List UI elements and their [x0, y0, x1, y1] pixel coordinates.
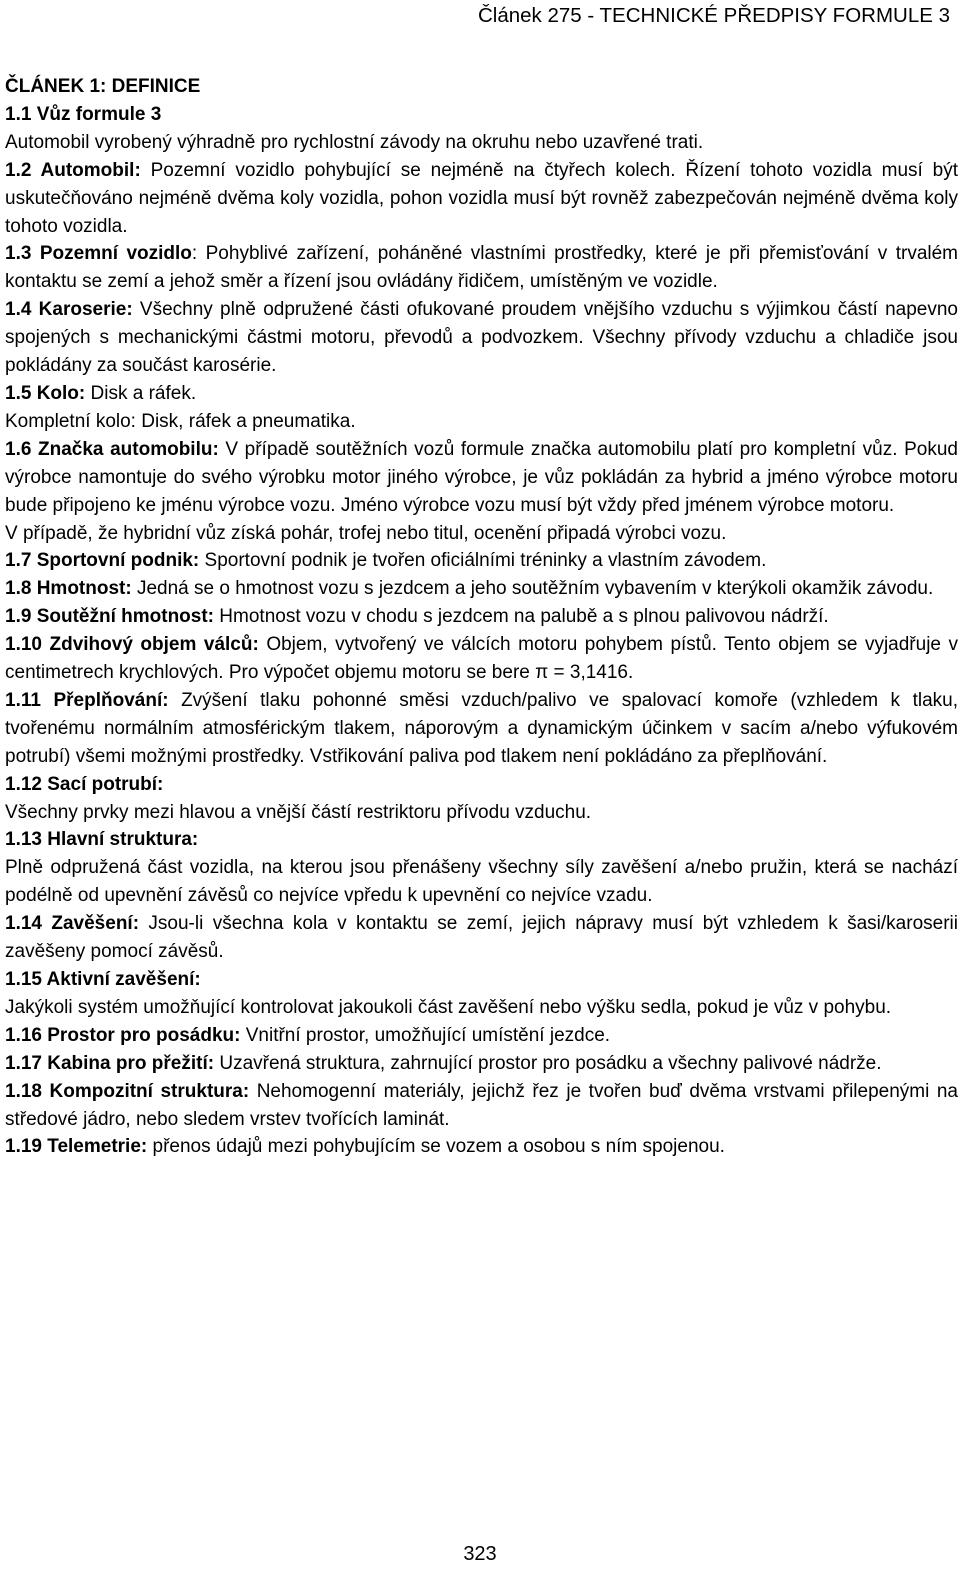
definition-number: 1.14	[5, 913, 42, 935]
definition-text: Zvýšení tlaku pohonné směsi vzduch/palivo ve spalovací komoře (vzhledem k tlaku, tvořenému normálním atmosférickým tlakem, náporovým a dynamickým účinkem v sacím a/nebo výfukovém potrubí) všemi možnými prostředky. Vstřikování paliva pod tlakem není pokládáno za přeplňování.	[5, 689, 958, 767]
definition-term: Hmotnost:	[31, 578, 132, 600]
definition-text: Pozemní vozidlo pohybující se nejméně na čtyřech kolech. Řízení tohoto vozidla musí být uskutečňováno nejméně dvěma koly vozidla, pohon vozidla musí být rovněž zabezpečován nejméně dvěma koly tohoto vozidla.	[5, 159, 958, 237]
definition-text: : Pohyblivé zařízení, poháněné vlastními prostředky, které je při přemisťování v trvalém kontaktu se zemí a jehož směr a řízení jsou ovládány řidičem, umístěným ve vozidle.	[5, 243, 958, 293]
definition-number: 1.10	[5, 634, 42, 656]
definition-text: Vnitřní prostor, umožňující umístění jezdce.	[240, 1024, 611, 1046]
definition-1-17	[5, 1050, 958, 1078]
definition-number: 1.16	[5, 1024, 42, 1046]
definition-1-19	[5, 1133, 958, 1161]
definition-1-13-title: 1.13 Hlavní struktura:	[5, 829, 199, 851]
definition-number: 1.18	[5, 1080, 42, 1102]
definition-1-15-title: 1.15 Aktivní zavěšení:	[5, 969, 201, 990]
definition-text: Jsou-li všechna kola v kontaktu se zemí, jejich nápravy musí být vzhledem k šasi/karoserii zavěšeny pomocí závěsů.	[5, 913, 958, 963]
definition-1-16	[5, 1022, 958, 1050]
article-heading: ČLÁNEK 1: DEFINICE	[5, 76, 201, 97]
definition-1-9	[5, 603, 958, 631]
definition-text: Jedná se o hmotnost vozu s jezdcem a jeho soutěžním vybavením v kterýkoli okamžik závodu.	[131, 578, 934, 600]
definition-number: 1.7	[5, 550, 32, 572]
definition-1-4	[5, 296, 958, 380]
definition-text: Nehomogenní materiály, jejichž řez je tvořen buď dvěma vrstvami přilepenými na středové jádro, nebo sledem vrstev tvořících laminát.	[5, 1080, 958, 1130]
definition-term: Zdvihový objem válců:	[41, 634, 259, 656]
definition-1-1-title: 1.1 Vůz formule 3	[5, 103, 162, 125]
definition-number: 1.19	[5, 1136, 42, 1158]
definition-term: Kolo:	[31, 382, 86, 404]
running-header: Článek 275 - TECHNICKÉ PŘEDPISY FORMULE 3	[477, 4, 950, 27]
definition-text: Disk a ráfek.	[85, 382, 197, 404]
definition-1-6-extra: V případě, že hybridní vůz získá pohár, trofej nebo titul, ocenění připadá výrobci vozu.	[5, 522, 727, 544]
definition-term: Automobil:	[31, 159, 141, 181]
definition-term: Telemetrie:	[41, 1136, 148, 1158]
definition-term: Kabina pro přežití:	[41, 1052, 215, 1074]
definition-text: Uzavřená struktura, zahrnující prostor pro posádku a všechny palivové nádrže.	[214, 1052, 882, 1074]
definition-text: Všechny plně odpružené části ofukované proudem vnějšího vzduchu s výjimkou částí napevno spojených s mechanickými částmi motoru, převodů a podvozkem. Všechny přívody vzduchu a chladiče jsou pokládány za součást karosérie.	[5, 299, 958, 377]
definition-number: 1.	[5, 243, 21, 265]
definition-number: 1.5	[5, 382, 32, 404]
definition-1-12-title: 1.12 Sací potrubí:	[5, 773, 164, 795]
definition-1-5-extra: Kompletní kolo: Disk, ráfek a pneumatika.	[5, 410, 356, 432]
definition-number: 1.	[5, 299, 21, 321]
definition-1-15-text: Jakýkoli systém umožňující kontrolovat jakoukoli část zavěšení nebo výšku sedla, pokud je vůz v pohybu.	[5, 996, 892, 1018]
definition-1-13-text: Plně odpružená část vozidla, na kterou jsou přenášeny všechny síly zavěšení a/nebo pružin, která se nachází podélně od upevnění závěsů co nejvíce vpředu k upevnění co nejvíce vzadu.	[5, 857, 958, 907]
definition-1-1-text: Automobil vyrobený výhradně pro rychlostní závody na okruhu nebo uzavřené trati.	[5, 131, 704, 153]
definition-term: Značka automobilu:	[31, 438, 219, 460]
definition-term: Zavěšení:	[41, 913, 140, 935]
definition-text: Hmotnost vozu v chodu s jezdcem na palubě a s plnou palivovou nádrží.	[214, 606, 829, 628]
definition-text: Sportovní podnik je tvořen oficiálními tréninky a vlastním závodem.	[199, 550, 767, 572]
definition-number: 1.8	[5, 578, 32, 600]
definition-1-7	[5, 547, 958, 575]
definition-term: Přeplňování:	[40, 689, 169, 711]
page-number: 323	[463, 1543, 497, 1565]
definition-1-8	[5, 575, 958, 603]
definition-1-5	[5, 380, 958, 408]
definition-term: Soutěžní hmotnost:	[31, 606, 215, 628]
definition-text: Objem, vytvořený ve válcích motoru pohybem pístů. Tento objem se vyjadřuje v centimetrech krychlových. Pro výpočet objemu motoru se bere π = 3,1416.	[5, 634, 958, 684]
definition-text: přenos údajů mezi pohybujícím se vozem a osobou s ním spojenou.	[147, 1136, 725, 1158]
definition-1-6	[5, 436, 958, 520]
definition-1-11	[5, 687, 958, 771]
definition-text: V případě soutěžních vozů formule značka automobilu platí pro kompletní vůz. Pokud výrobce namontuje do svého výrobku motor jiného výrobce, je vůz pokládán za hybrid a jméno výrobce motoru bude připojeno ke jménu výrobce vozu. Jméno výrobce vozu musí být vždy před jménem výrobce motoru.	[5, 438, 958, 516]
definition-term: Prostor pro posádku:	[41, 1024, 241, 1046]
definition-number: 1.2	[5, 159, 32, 181]
definition-term: 4 Karoserie:	[20, 299, 133, 321]
definition-1-3	[5, 240, 958, 296]
definition-1-14	[5, 910, 958, 966]
definition-term: Sportovní podnik:	[31, 550, 200, 572]
definition-1-2	[5, 157, 958, 241]
definition-1-12-text: Všechny prvky mezi hlavou a vnější částí restriktoru přívodu vzduchu.	[5, 801, 592, 823]
definition-1-18	[5, 1078, 958, 1134]
definition-number: 1.11	[5, 689, 41, 711]
definition-number: 1.17	[5, 1052, 42, 1074]
definition-number: 1.6	[5, 438, 32, 460]
article-body	[5, 73, 958, 1161]
definition-number: 1.9	[5, 606, 32, 628]
definition-1-10	[5, 631, 958, 687]
definition-term: 3 Pozemní vozidlo	[20, 243, 192, 265]
definition-term: Kompozitní struktura:	[41, 1080, 250, 1102]
